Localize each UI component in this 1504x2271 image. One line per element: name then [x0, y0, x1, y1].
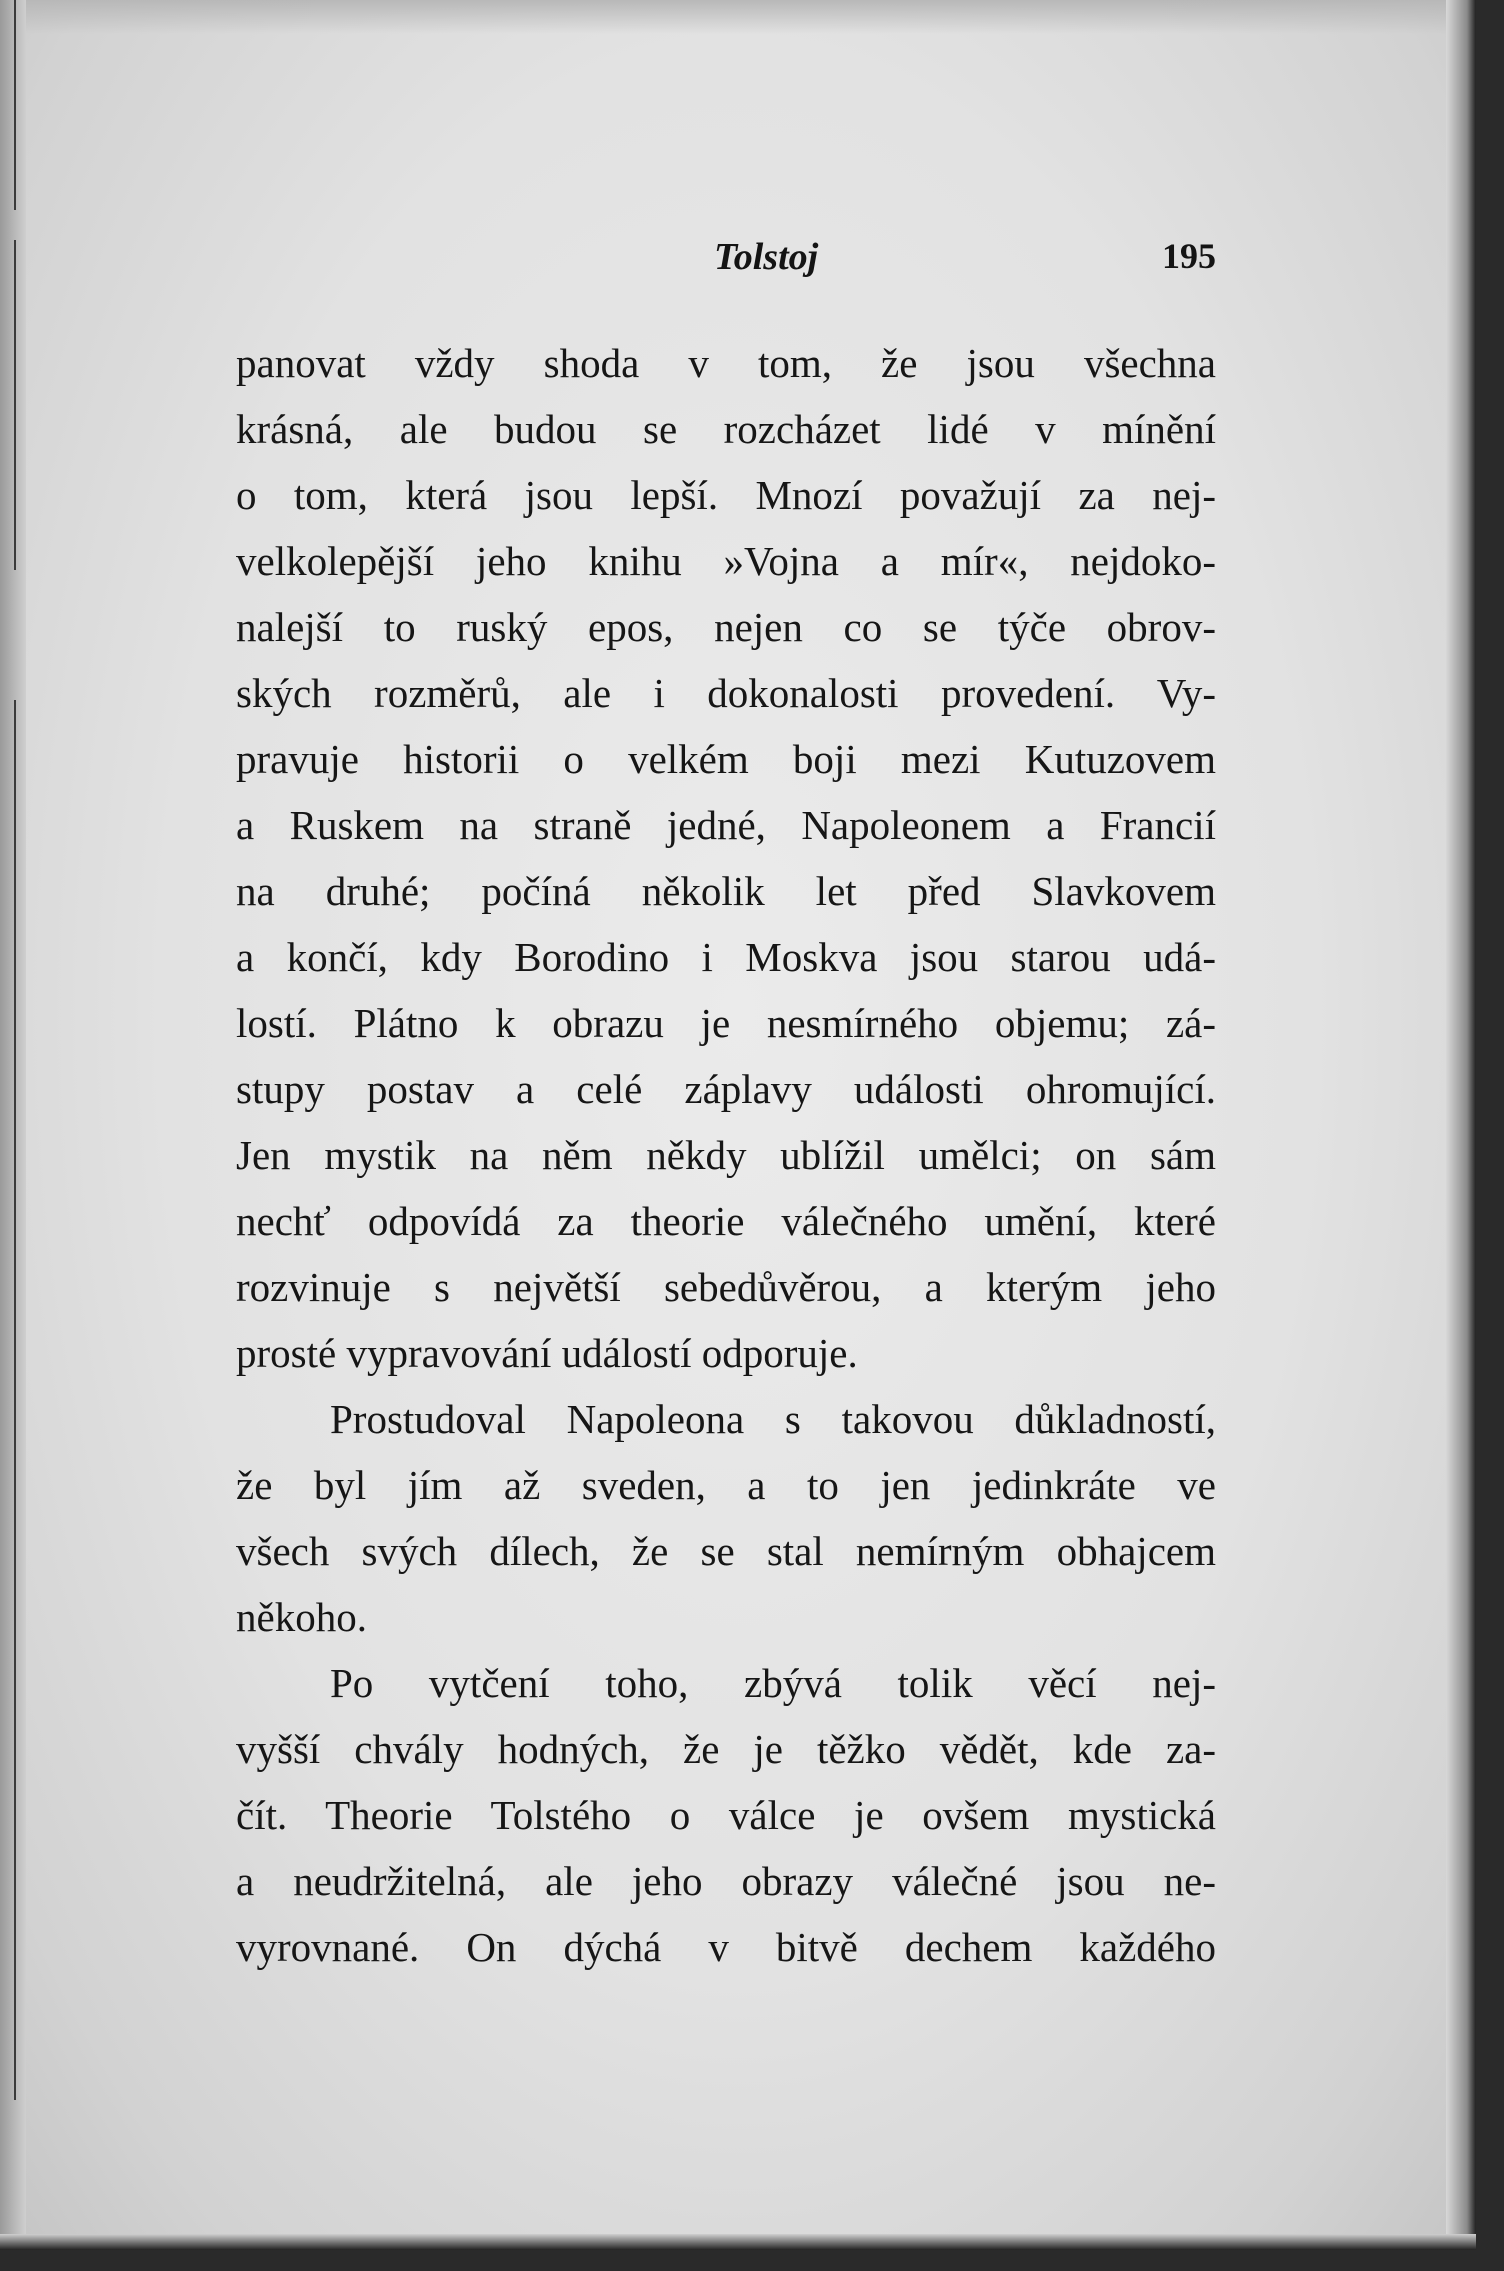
text-line: někoho. — [236, 1594, 367, 1640]
text-line: na druhé; počíná několik let před Slavkovem — [236, 868, 1216, 914]
text-line: o tom, která jsou lepší. Mnozí považují za nej- — [236, 472, 1216, 518]
text-line: čít. Theorie Tolstého o válce je ovšem mystická — [236, 1792, 1216, 1838]
text-line: rozvinuje s největší sebedůvěrou, a kterým jeho — [236, 1264, 1216, 1310]
running-title: Tolstoj — [714, 236, 819, 278]
paragraph — [236, 330, 1216, 1386]
text-line: že byl jím až sveden, a to jen jedinkráte ve — [236, 1462, 1216, 1508]
page-right-edge — [1446, 0, 1476, 2250]
text-line: nalejší to ruský epos, nejen co se týče obrov- — [236, 604, 1216, 650]
text-line: lostí. Plátno k obrazu je nesmírného objemu; zá- — [236, 1000, 1216, 1046]
text-line: všech svých dílech, že se stal nemírným obhajcem — [236, 1528, 1216, 1574]
page-bottom-edge — [0, 2234, 1476, 2250]
text-line: Po vytčení toho, zbývá tolik věcí nej- — [330, 1660, 1216, 1706]
text-line: Prostudoval Napoleona s takovou důkladností, — [330, 1396, 1216, 1442]
text-line: stupy postav a celé záplavy události ohromující. — [236, 1066, 1216, 1112]
text-line: ských rozměrů, ale i dokonalosti provedení. Vy- — [236, 670, 1216, 716]
text-line: nechť odpovídá za theorie válečného umění, které — [236, 1198, 1216, 1244]
text-line: vyrovnané. On dýchá v bitvě dechem každého — [236, 1924, 1216, 1970]
page-spine-edge — [0, 0, 26, 2250]
text-line: panovat vždy shoda v tom, že jsou všechna — [236, 340, 1216, 386]
text-line: a Ruskem na straně jedné, Napoleonem a Francií — [236, 802, 1216, 848]
page-top-shadow — [0, 0, 1476, 34]
text-line: vyšší chvály hodných, že je těžko vědět, kde za- — [236, 1726, 1216, 1772]
text-line: velkolepější jeho knihu »Vojna a mír«, nejdoko- — [236, 538, 1216, 584]
page-header — [236, 235, 1216, 295]
paragraph — [236, 1650, 1216, 1980]
spine-crease — [14, 700, 16, 2100]
text-line: prosté vypravování událostí odporuje. — [236, 1330, 858, 1376]
text-line: a končí, kdy Borodino i Moskva jsou starou udá- — [236, 934, 1216, 980]
text-line: a neudržitelná, ale jeho obrazy válečné jsou ne- — [236, 1858, 1216, 1904]
paragraph — [236, 1386, 1216, 1650]
text-line: Jen mystik na něm někdy ublížil umělci; on sám — [236, 1132, 1216, 1178]
spine-crease — [14, 0, 16, 210]
text-line: pravuje historii o velkém boji mezi Kutuzovem — [236, 736, 1216, 782]
text-line: krásná, ale budou se rozcházet lidé v mínění — [236, 406, 1216, 452]
body-text — [236, 330, 1216, 1980]
spine-crease — [14, 240, 16, 570]
page-number: 195 — [1162, 236, 1216, 276]
